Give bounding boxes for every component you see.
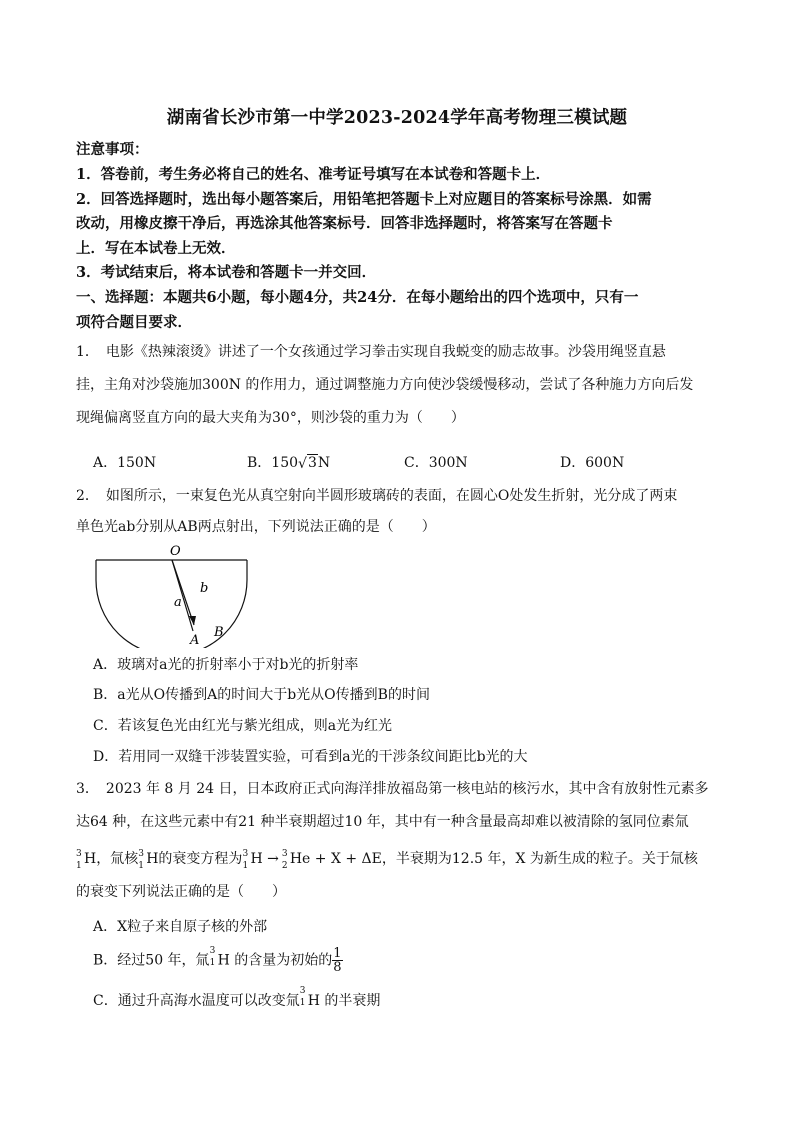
q3-option-c: C．通过升高海水温度可以改变氚 3 1 H 的半衰期 xyxy=(93,986,381,1009)
q1-option-b: B．150√3N xyxy=(247,455,331,472)
q2-option-c: C．若该复色光由红光与紫光组成，则a光为红光 xyxy=(93,718,393,734)
q1-line-3: 现绳偏离竖直方向的最大夹角为30°，则沙袋的重力为（ ） xyxy=(76,410,465,426)
q3-line-3: 3 1 H，氚核 3 1 H的衰变方程为 3 1 H → 3 2 He + X + ΔE，半衰期为12.5 年，X 为新生成的粒子。关于氚核 xyxy=(76,849,698,871)
q3-line-2: 达64 种，在这些元素中有21 种半衰期超过10 年，其中有一种含量最高却难以被清除的氢同位素氚 xyxy=(76,814,689,830)
q3-line-1: 3． 2023 年 8 月 24 日，日本政府正式向海洋排放福岛第一核电站的核污水，其中含有放射性元素多 xyxy=(76,781,709,797)
note-3: 3．考试结束后，将本试卷和答题卡一并交回． xyxy=(76,264,377,281)
q2-option-a: A．玻璃对a光的折射率小于对b光的折射率 xyxy=(93,657,359,673)
q1-line-1: 1． 电影《热辣滚烫》讲述了一个女孩通过学习拳击实现自我蜕变的励志故事。沙袋用绳竖直悬 xyxy=(76,344,666,360)
q2-figure xyxy=(90,540,260,648)
fraction-one-eighth: $\frac{1}{8}$ xyxy=(333,946,342,975)
q3-line-4: 的衰变下列说法正确的是（ ） xyxy=(76,884,286,900)
note-2-line-3: 上．写在本试卷上无效． xyxy=(76,240,236,257)
label-a-ray: a xyxy=(174,595,182,610)
q1-line-2: 挂，主角对沙袋施加300N 的作用力，通过调整施力方向使沙袋缓慢移动，尝试了各种施力方向后发 xyxy=(76,377,694,393)
q2-line-1: 2． 如图所示，一束复色光从真空射向半圆形玻璃砖的表面，在圆心O处发生折射，光分成了两束 xyxy=(76,488,678,504)
section-heading-line-2: 项符合题目要求． xyxy=(76,314,192,331)
note-2-line-1: 2．回答选择题时，选出每小题答案后，用铅笔把答题卡上对应题目的答案标号涂黑．如需 xyxy=(76,191,652,208)
q1-option-d: D．600N xyxy=(560,455,625,471)
sqrt-symbol: √3 xyxy=(298,455,317,472)
q1-option-a: A．150N xyxy=(93,455,157,471)
q3-option-b: B．经过50 年，氚 3 1 H 的含量为初始的 $\frac{1}{8}$ xyxy=(93,945,342,975)
q1-option-c: C．300N xyxy=(404,455,468,471)
q3-option-a: A．X粒子来自原子核的外部 xyxy=(93,919,268,935)
notes-heading: 注意事项： xyxy=(76,141,149,158)
section-heading-line-1: 一、选择题：本题共6小题，每小题4分，共24分．在每小题给出的四个选项中，只有一 xyxy=(76,289,639,306)
note-2-line-2: 改动，用橡皮擦干净后，再选涂其他答案标号．回答非选择题时，将答案写在答题卡 xyxy=(76,215,613,232)
q2-option-b: B．a光从O传播到A的时间大于b光从O传播到B的时间 xyxy=(93,687,430,703)
note-1: 1．答卷前，考生务必将自己的姓名、准考证号填写在本试卷和答题卡上． xyxy=(76,166,551,183)
label-point-a: A xyxy=(190,633,200,648)
semicircle-glass xyxy=(96,560,247,648)
q1-option-b-prefix: B．150 xyxy=(247,455,299,471)
page-title: 湖南省长沙市第一中学2023-2024学年高考物理三模试题 xyxy=(166,108,628,128)
label-point-b: B xyxy=(214,625,224,640)
q2-line-2: 单色光ab分别从AB两点射出，下列说法正确的是（ ） xyxy=(76,519,436,535)
label-b-ray: b xyxy=(200,581,209,596)
q2-option-d: D．若用同一双缝干涉装置实验，可看到a光的干涉条纹间距比b光的大 xyxy=(93,749,528,765)
label-o: O xyxy=(170,544,181,559)
